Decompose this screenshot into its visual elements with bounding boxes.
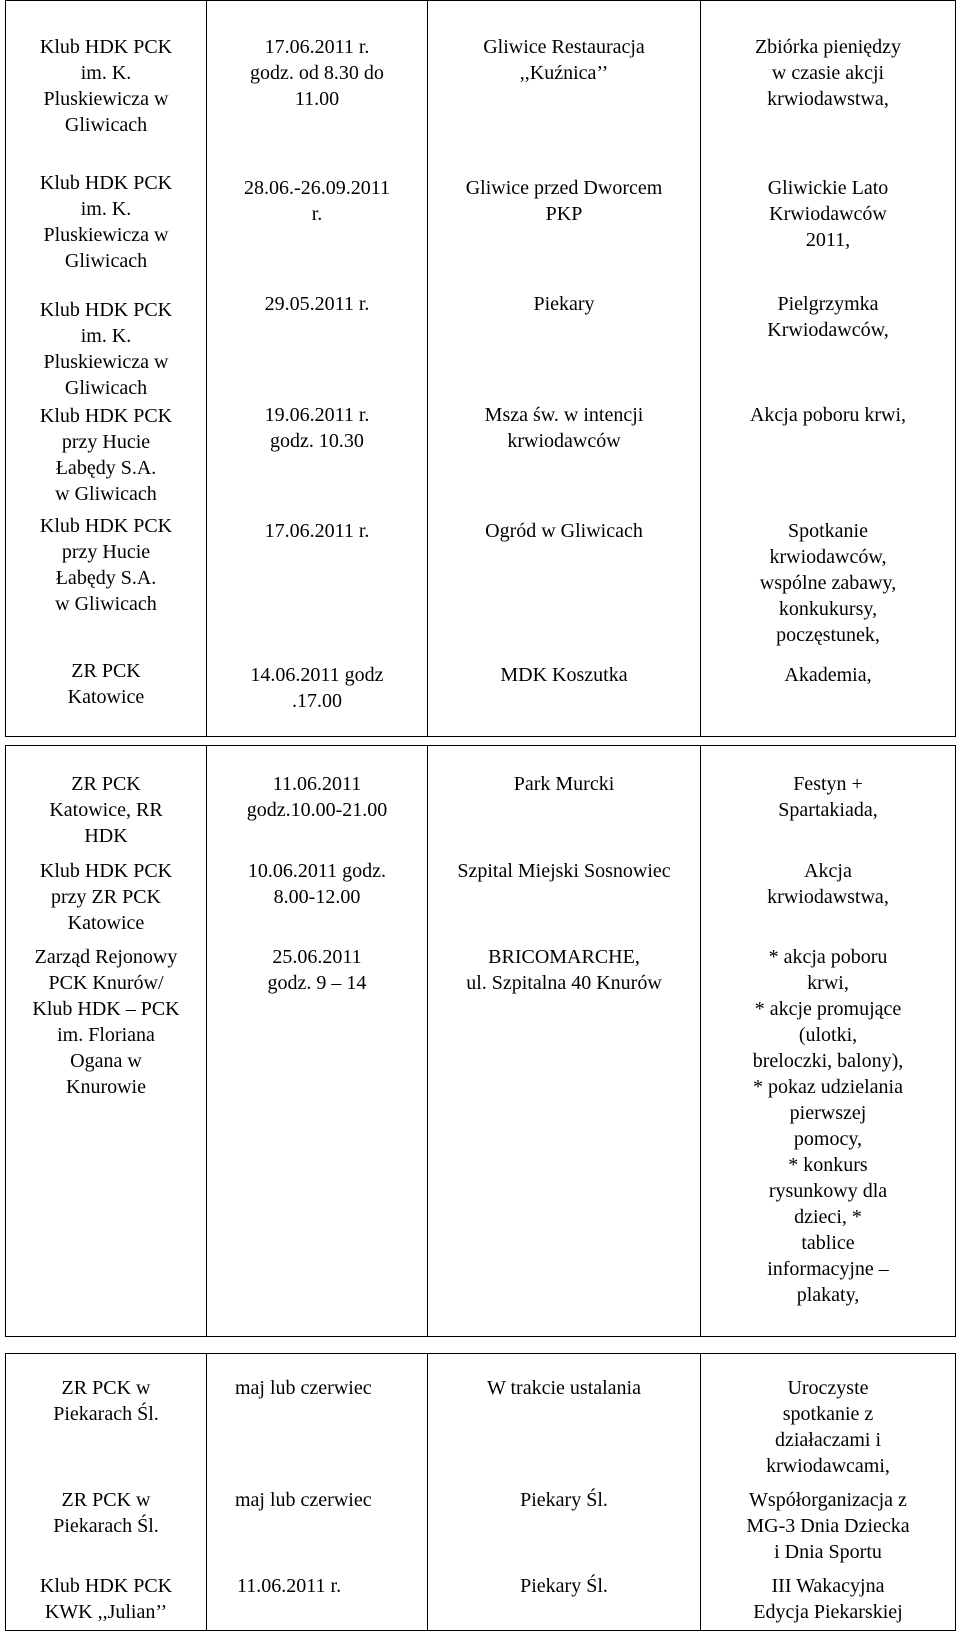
- event-text: III Wakacyjna Edycja Piekarskiej: [753, 1575, 903, 1623]
- place-text: Szpital Miejski Sosnowiec: [457, 860, 671, 882]
- event-column: [701, 746, 956, 1337]
- place-column: [428, 746, 701, 1337]
- date-text: 29.05.2011 r.: [264, 293, 370, 315]
- events-table-1: [5, 0, 956, 737]
- organizer-text: Klub HDK PCK przy Hucie Łabędy S.A. w Gliwicach: [39, 405, 173, 505]
- date-text: 25.06.2011 godz. 9 – 14: [267, 946, 367, 994]
- organizer-text: Klub HDK PCK im. K. Pluskiewicza w Gliwicach: [39, 36, 173, 136]
- date-text: 17.06.2011 r. godz. od 8.30 do 11.00: [250, 36, 384, 110]
- date-text: 19.06.2011 r. godz. 10.30: [264, 404, 370, 452]
- event-column: [701, 1354, 956, 1631]
- date-text: maj lub czerwiec: [235, 1489, 372, 1511]
- event-text: Festyn + Spartakiada,: [778, 773, 878, 821]
- event-text: Gliwickie Lato Krwiodawców 2011,: [767, 177, 889, 251]
- place-text: Piekary Śl.: [520, 1489, 608, 1511]
- date-text: 17.06.2011 r.: [264, 520, 370, 542]
- event-text: Uroczyste spotkanie z działaczami i krwiodawcami,: [766, 1377, 890, 1477]
- date-column: [207, 746, 428, 1337]
- table-row: [6, 746, 956, 1337]
- organizer-text: ZR PCK Katowice: [67, 660, 145, 708]
- events-table-3: [5, 1353, 956, 1631]
- organizer-text: Klub HDK PCK przy Hucie Łabędy S.A. w Gliwicach: [39, 515, 173, 615]
- place-text: Piekary: [533, 293, 595, 315]
- place-text: Piekary Śl.: [520, 1575, 608, 1597]
- event-column: [701, 1, 956, 737]
- event-text: Akademia,: [784, 664, 872, 686]
- date-text: maj lub czerwiec: [235, 1377, 372, 1399]
- organizer-column: [6, 1, 207, 737]
- events-table-2: [5, 745, 956, 1337]
- place-text: BRICOMARCHE, ul. Szpitalna 40 Knurów: [466, 946, 662, 994]
- place-text: Gliwice Restauracja ,,Kuźnica’’: [483, 36, 645, 84]
- event-text: Akcja poboru krwi,: [749, 404, 907, 426]
- table-row: [6, 1, 956, 737]
- event-text: * akcja poboru krwi, * akcje promujące (ulotki, breloczki, balony), * pokaz udzielania pierwszej pomocy, * konkurs rysunkowy dla dzieci, * tablice informacyjne – plakaty,: [752, 946, 904, 1306]
- date-column: [207, 1, 428, 737]
- date-text: 11.06.2011 godz.10.00-21.00: [246, 773, 388, 821]
- organizer-text: ZR PCK w Piekarach Śl.: [53, 1489, 159, 1537]
- place-text: Msza św. w intencji krwiodawców: [484, 404, 644, 452]
- place-text: W trakcie ustalania: [486, 1377, 641, 1399]
- place-column: [428, 1, 701, 737]
- organizer-text: Klub HDK PCK przy ZR PCK Katowice: [39, 860, 173, 934]
- event-text: Akcja krwiodawstwa,: [767, 860, 889, 908]
- event-text: Pielgrzymka Krwiodawców,: [767, 293, 889, 341]
- organizer-column: [6, 746, 207, 1337]
- organizer-text: Zarząd Rejonowy PCK Knurów/ Klub HDK – PCK im. Floriana Ogana w Knurowie: [32, 946, 180, 1098]
- event-text: Zbiórka pieniędzy w czasie akcji krwiodawstwa,: [754, 36, 902, 110]
- place-column: [428, 1354, 701, 1631]
- date-text: 10.06.2011 godz. 8.00-12.00: [247, 860, 387, 908]
- date-text: 11.06.2011 r.: [237, 1575, 342, 1597]
- organizer-column: [6, 1354, 207, 1631]
- organizer-text: ZR PCK w Piekarach Śl.: [53, 1377, 159, 1425]
- organizer-text: ZR PCK Katowice, RR HDK: [49, 773, 163, 847]
- table-row: [6, 1354, 956, 1631]
- event-text: Współorganizacja z MG-3 Dnia Dziecka i Dnia Sportu: [746, 1489, 910, 1563]
- date-column: [207, 1354, 428, 1631]
- place-text: Park Murcki: [513, 773, 615, 795]
- date-text: 14.06.2011 godz .17.00: [250, 664, 384, 712]
- organizer-text: Klub HDK PCK KWK ,,Julian’’: [39, 1575, 173, 1623]
- date-text: 28.06.-26.09.2011 r.: [244, 177, 390, 225]
- organizer-text: Klub HDK PCK im. K. Pluskiewicza w Gliwicach: [39, 172, 173, 272]
- place-text: Gliwice przed Dworcem PKP: [465, 177, 663, 225]
- organizer-text: Klub HDK PCK im. K. Pluskiewicza w Gliwicach: [39, 299, 173, 399]
- place-text: MDK Koszutka: [500, 664, 628, 686]
- event-text: Spotkanie krwiodawców, wspólne zabawy, konkukursy, poczęstunek,: [759, 520, 897, 646]
- place-text: Ogród w Gliwicach: [485, 520, 643, 542]
